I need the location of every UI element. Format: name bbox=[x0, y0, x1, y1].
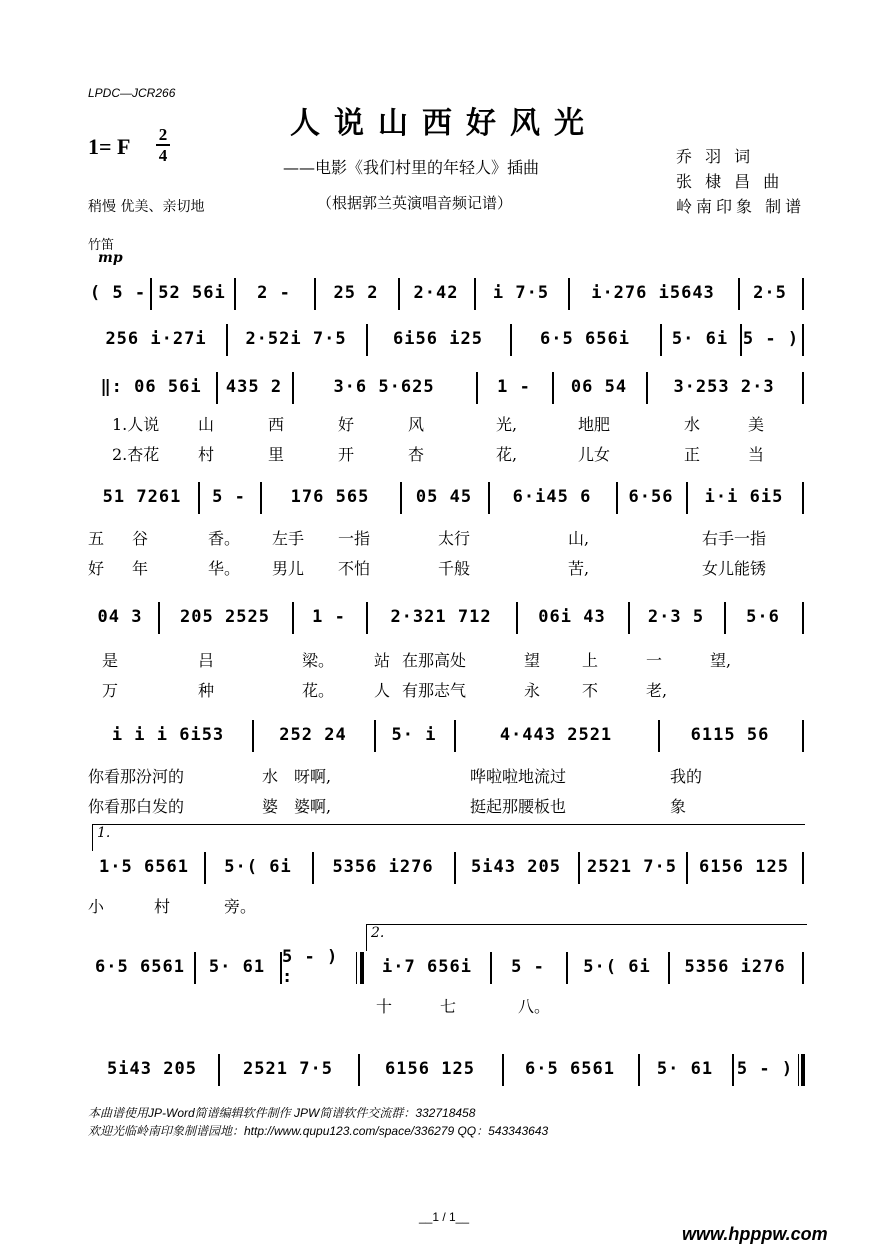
lyric: 望, bbox=[710, 651, 732, 670]
lyric: 开 bbox=[338, 445, 355, 464]
measure: 4·443 2521 bbox=[499, 725, 613, 745]
lyric: 在那高处 bbox=[402, 651, 467, 670]
subtitle: ——电影《我们村里的年轻人》插曲 bbox=[283, 158, 540, 177]
time-sig-top: 2 bbox=[158, 125, 168, 144]
staff-row-1 bbox=[88, 276, 806, 310]
measure: 6·i45 6 bbox=[512, 487, 592, 507]
lyrics-row-3-verse-2 bbox=[88, 442, 806, 466]
lyric: 村 bbox=[154, 897, 171, 916]
measure: 5·( 6i bbox=[583, 957, 651, 977]
lyric: 当 bbox=[748, 445, 765, 464]
lyric: 不怕 bbox=[338, 559, 371, 578]
measure: 51 7261 bbox=[102, 487, 182, 507]
second-ending-label: 2. bbox=[371, 925, 385, 941]
lyric: 苦, bbox=[568, 559, 590, 578]
lyric: 你看那白发的 bbox=[88, 797, 185, 816]
measure: i·i 6i5 bbox=[704, 487, 784, 507]
measure: 205 2525 bbox=[180, 607, 270, 627]
measure: 435 2 bbox=[225, 377, 283, 397]
measure: 5 - ) bbox=[742, 329, 800, 349]
measure: 3·6 5·625 bbox=[333, 377, 435, 397]
score-code: LPDC—JCR266 bbox=[88, 86, 176, 100]
lyric: 万 bbox=[102, 681, 119, 700]
lyrics-row-6-verse-2 bbox=[88, 794, 806, 818]
lyric: 种 bbox=[198, 681, 215, 700]
measure: 2·5 bbox=[753, 283, 787, 303]
measure: 2·3 5 bbox=[647, 607, 705, 627]
lyric: 花, bbox=[496, 445, 518, 464]
lyric: 山, bbox=[568, 529, 590, 548]
lyric: 八。 bbox=[518, 997, 551, 1016]
measure: i·7 656i bbox=[382, 957, 472, 977]
measure: 5 - ) : bbox=[282, 947, 339, 987]
measure: 256 i·27i bbox=[105, 329, 207, 349]
measure: 5i43 205 bbox=[107, 1059, 197, 1079]
lyric: 1.人说 bbox=[112, 415, 160, 434]
measure: 2 - bbox=[257, 283, 291, 303]
song-title: 人说山西好风光 bbox=[290, 106, 598, 141]
first-ending-bracket bbox=[92, 824, 805, 851]
lyric: 华。 bbox=[208, 559, 241, 578]
measure: 5·6 bbox=[746, 607, 780, 627]
time-signature bbox=[152, 126, 174, 164]
lyric: 七 bbox=[440, 997, 457, 1016]
lyric: 太行 bbox=[438, 529, 471, 548]
measure: 5i43 205 bbox=[471, 857, 561, 877]
measure: 5 - bbox=[511, 957, 545, 977]
measure: 25 2 bbox=[333, 283, 379, 303]
lyric: 象 bbox=[670, 797, 687, 816]
lyric: 花。 bbox=[302, 681, 335, 700]
lyric: 婆啊, bbox=[294, 797, 332, 816]
lyric: 哗啦啦地流过 bbox=[470, 767, 567, 786]
lyric: 人 bbox=[374, 681, 391, 700]
lyric: 五 bbox=[88, 529, 105, 548]
lyric: 年 bbox=[132, 559, 149, 578]
lyric: 好 bbox=[338, 415, 355, 434]
source-note: （根据郭兰英演唱音频记谱） bbox=[317, 194, 513, 212]
measure: 6·5 656i bbox=[540, 329, 630, 349]
lyric: 村 bbox=[198, 445, 215, 464]
measure: 5· 61 bbox=[208, 957, 266, 977]
lyric: 十 bbox=[376, 997, 393, 1016]
lyric: 西 bbox=[268, 415, 285, 434]
lyrics-row-7 bbox=[88, 894, 806, 918]
lyrics-row-5-verse-2 bbox=[88, 678, 806, 702]
lyric: 婆 bbox=[262, 797, 279, 816]
lyric: 梁。 bbox=[302, 651, 335, 670]
footer-website-note: 欢迎光临岭南印象制谱园地：http://www.qupu123.com/space/336279 QQ：543343643 bbox=[88, 1124, 549, 1138]
measure: 5356 i276 bbox=[332, 857, 434, 877]
measure: 2·52i 7·5 bbox=[245, 329, 347, 349]
staff-row-4 bbox=[88, 480, 806, 514]
lyric: 上 bbox=[582, 651, 599, 670]
tempo-marking: 稍慢 优美、亲切地 bbox=[88, 199, 205, 215]
lyric: 小 bbox=[88, 897, 105, 916]
credits bbox=[676, 144, 805, 219]
measure: 6156 125 bbox=[385, 1059, 475, 1079]
measure: 2521 7·5 bbox=[243, 1059, 333, 1079]
measure: 06 54 bbox=[570, 377, 628, 397]
lyric: 望 bbox=[524, 651, 541, 670]
lyric: 山 bbox=[198, 415, 215, 434]
lyric: 香。 bbox=[208, 529, 241, 548]
staff-row-9 bbox=[88, 1052, 806, 1086]
lyric: 水 bbox=[262, 767, 279, 786]
lyric: 女儿能锈 bbox=[702, 559, 767, 578]
time-sig-bottom: 4 bbox=[158, 146, 168, 165]
lyric: 好 bbox=[88, 559, 105, 578]
lyric: 有那志气 bbox=[402, 681, 467, 700]
lyric: 一 bbox=[646, 651, 663, 670]
lyric: 你看那汾河的 bbox=[88, 767, 185, 786]
lyric: 我的 bbox=[670, 767, 703, 786]
lyric: 旁。 bbox=[224, 897, 257, 916]
lyrics-row-6-verse-1 bbox=[88, 764, 806, 788]
lyric: 左手 bbox=[272, 529, 305, 548]
measure: 6i56 i25 bbox=[393, 329, 483, 349]
measure: 05 45 bbox=[415, 487, 473, 507]
measure: 04 3 bbox=[97, 607, 143, 627]
measure: 5356 i276 bbox=[684, 957, 786, 977]
measure: 2521 7·5 bbox=[587, 857, 677, 877]
measure: 5 - ) bbox=[736, 1059, 794, 1079]
measure: 1 - bbox=[312, 607, 346, 627]
key-signature: 1= F bbox=[88, 134, 131, 159]
staff-row-8 bbox=[88, 947, 806, 987]
lyric: 谷 bbox=[132, 529, 149, 548]
lyric: 老, bbox=[646, 681, 668, 700]
measure: 2·321 712 bbox=[390, 607, 492, 627]
staff-row-7 bbox=[88, 850, 806, 884]
lyric: 站 bbox=[374, 651, 391, 670]
staff-row-6 bbox=[88, 718, 806, 752]
measure: 52 56i bbox=[158, 283, 226, 303]
lyric: 水 bbox=[684, 415, 701, 434]
second-ending-bracket bbox=[366, 924, 807, 951]
lyrics-row-3-verse-1 bbox=[88, 412, 806, 436]
lyric: 挺起那腰板也 bbox=[470, 797, 567, 816]
measure: 5· i bbox=[391, 725, 437, 745]
measure: 6115 56 bbox=[690, 725, 770, 745]
page-number: __1 / 1__ bbox=[418, 1210, 470, 1224]
dynamic-marking: mp bbox=[98, 250, 123, 266]
measure: i·276 i5643 bbox=[591, 283, 715, 303]
first-ending-label: 1. bbox=[97, 825, 111, 841]
watermark-site: www.hpppw.com bbox=[682, 1224, 828, 1244]
lyric: 杏 bbox=[408, 445, 425, 464]
lyric: 儿女 bbox=[578, 445, 611, 464]
lyrics-row-4-verse-1 bbox=[88, 526, 806, 550]
lyric: 正 bbox=[684, 445, 701, 464]
measure: 1·5 6561 bbox=[99, 857, 189, 877]
measure: 6·5 6561 bbox=[525, 1059, 615, 1079]
lyric: 是 bbox=[102, 651, 119, 670]
measure: 5· 61 bbox=[656, 1059, 714, 1079]
lyric: 呀啊, bbox=[294, 767, 332, 786]
measure: 3·253 2·3 bbox=[673, 377, 775, 397]
measure: 176 565 bbox=[290, 487, 370, 507]
measure: ‖: 06 56i bbox=[100, 377, 202, 397]
lyric: 不 bbox=[582, 681, 599, 700]
lyric: 风 bbox=[408, 415, 425, 434]
measure: 6156 125 bbox=[699, 857, 789, 877]
lyric: 光, bbox=[496, 415, 518, 434]
measure: 06i 43 bbox=[538, 607, 606, 627]
lyric: 吕 bbox=[198, 651, 215, 670]
lyrics-row-5-verse-1 bbox=[88, 648, 806, 672]
instrument-label: 竹笛 bbox=[88, 238, 115, 253]
footer-software-note: 本曲谱使用JP-Word简谱编辑软件制作 JPW简谱软件交流群：332718458 bbox=[88, 1106, 476, 1120]
lyric: 一指 bbox=[338, 529, 371, 548]
lyrics-row-4-verse-2 bbox=[88, 556, 806, 580]
composer: 张 棣 昌 曲 bbox=[676, 172, 784, 191]
measure: 252 24 bbox=[279, 725, 347, 745]
lyric: 永 bbox=[524, 681, 541, 700]
lyric: 美 bbox=[748, 415, 765, 434]
measure: i i i 6i53 bbox=[111, 725, 225, 745]
lyric: 里 bbox=[268, 445, 285, 464]
measure: 5 - bbox=[212, 487, 246, 507]
lyrics-row-8 bbox=[88, 994, 806, 1018]
lyric: 2.杏花 bbox=[112, 445, 160, 464]
measure: ( 5 - bbox=[89, 283, 147, 303]
staff-row-2 bbox=[88, 322, 806, 356]
lyricist: 乔 羽 词 bbox=[676, 147, 755, 166]
arranger: 岭南印象 制谱 bbox=[676, 197, 806, 216]
measure: i 7·5 bbox=[492, 283, 550, 303]
staff-row-3 bbox=[88, 370, 806, 404]
measure: 2·42 bbox=[413, 283, 459, 303]
measure: 6·56 bbox=[628, 487, 674, 507]
lyric: 右手一指 bbox=[702, 529, 767, 548]
measure: 5·( 6i bbox=[224, 857, 292, 877]
lyric: 地肥 bbox=[578, 415, 611, 434]
staff-row-5 bbox=[88, 600, 806, 634]
measure: 5· 6i bbox=[671, 329, 729, 349]
measure: 6·5 6561 bbox=[95, 957, 185, 977]
lyric: 千般 bbox=[438, 559, 471, 578]
lyric: 男儿 bbox=[272, 559, 305, 578]
measure: 1 - bbox=[497, 377, 531, 397]
